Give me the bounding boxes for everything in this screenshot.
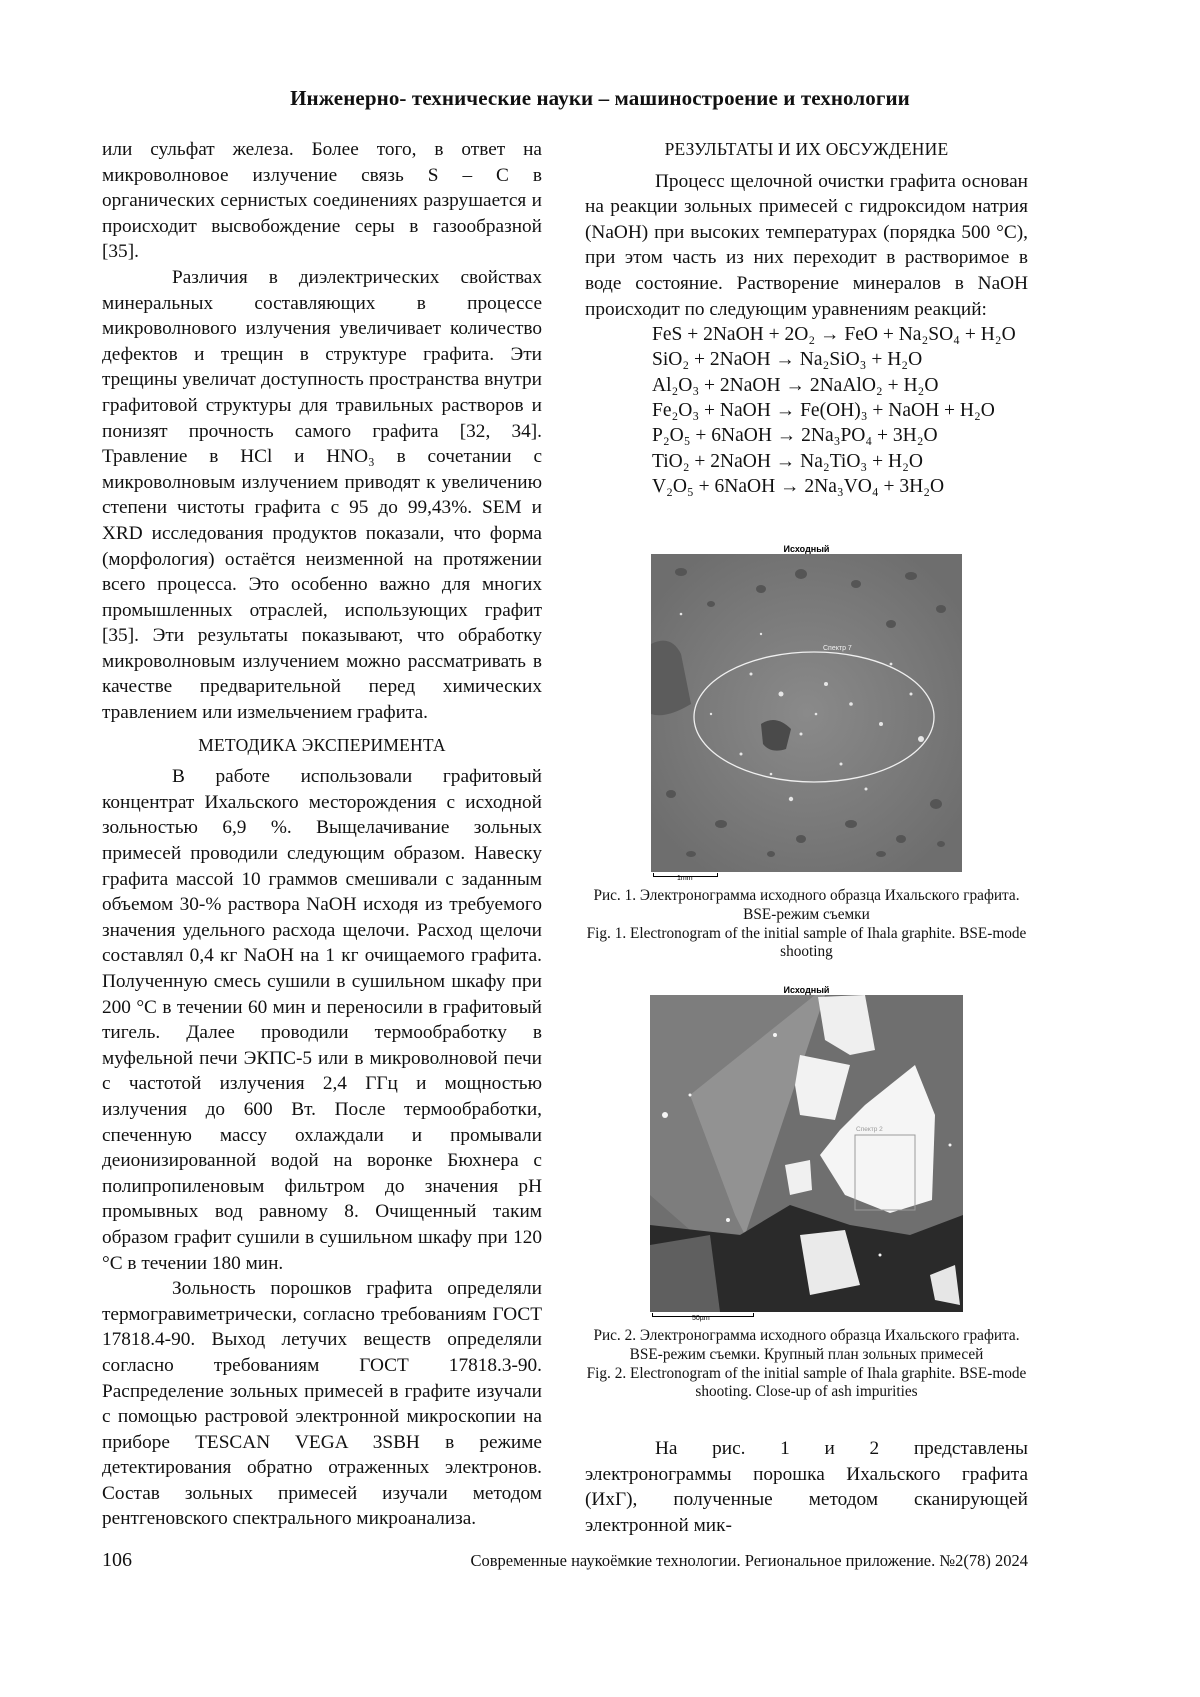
figure-1 (585, 544, 1028, 962)
sem-micrograph-2 (650, 995, 963, 1312)
figure-image-label: Исходный (783, 985, 830, 995)
left-column (102, 137, 542, 1532)
paragraph: На рис. 1 и 2 представлены электронограммы порошка Ихальского графита (ИхГ), полученные методом сканирующей электронной мик- (585, 1438, 1028, 1536)
section-heading-methods: МЕТОДИКА ЭКСПЕРИМЕНТА (198, 734, 446, 755)
equation: Al₂O₃ + 2NaOH → 2NaAlO₂ + H₂O (652, 374, 939, 396)
scale-bar: 1mm (651, 872, 962, 884)
paragraph: Различия в диэлектрических свойствах минеральных составляющих в процессе микроволнового излучения увеличивает количество дефектов и трещин в структуре графита. Эти трещины увеличат доступность пространства внутри графитовой структуры для травильных растворов и понизят прочность самого графита [32, 34]. Травление в HCl и HNO₃ в сочетании с микроволновым излучением приводят к увеличению степени чистоты графита с 95 до 99,43%. SEM и XRD исследования продуктов показали, что форма (морфология) остаётся неизменной на протяжении всего процесса. Это особенно важно для многих промышленных отраслей, использующих графит [35]. Эти результаты показывают, что обработку микроволновым излучением можно рассматривать в качестве предварительной перед химических травлением или измельчением графита. (102, 266, 542, 724)
figure-caption-en: Fig. 2. Electronogram of the initial sample of Ihala graphite. BSE-mode shooting. Close-up of ash impurities (586, 1364, 1027, 1401)
right-column-continuation (585, 1436, 1028, 1538)
paragraph: или сульфат железа. Более того, в ответ на микроволновое излучение связь S – C в органических сернистых соединениях разрушается и происходит высвобождение серы в газообразной [35]. (102, 139, 542, 263)
equation: TiO₂ + 2NaOH → Na₂TiO₃ + H₂O (652, 450, 923, 472)
equation: P₂O₅ + 6NaOH → 2Na₃PO₄ + 3H₂O (652, 425, 938, 447)
scale-bar: 50µm (650, 1312, 963, 1324)
figure-2 (585, 985, 1028, 1402)
figure-caption-ru: Рис. 1. Электронограмма исходного образца Ихальского графита. BSE-режим съемки (593, 887, 1020, 923)
region-label: Спектр 7 (823, 645, 852, 652)
page-number: 106 (102, 1549, 132, 1571)
paragraph: Зольность порошков графита определяли термогравиметрически, согласно требованиям ГОСТ 17818.4-90. Выход летучих веществ определяли согласно требованиям ГОСТ 17818.3-90. Распределение зольных примесей в графите изучали с помощью растровой электронной микроскопии на приборе TESCAN VEGA 3SBH в режиме детектирования обратно отраженных электронов. Состав зольных примесей изучали методом рентгеновского спектрального микроанализа. (102, 1278, 542, 1530)
journal-title: Современные наукоёмкие технологии. Региональное приложение. №2(78) 2024 (470, 1551, 1028, 1570)
paragraph: В работе использовали графитовый концентрат Ихальского месторождения с исходной зольностью 6,9 %. Выщелачивание зольных примесей проводили следующим образом. Навеску графита массой 10 граммов смешивали с заданным объемом 30-% раствора NaOH исходя из требуемого значения удельного расхода щелочи. Расход щелочи составлял 0,4 кг NaOH на 1 кг очищаемого графита. Полученную смесь сушили в сушильном шкафу при 200 °C в течении 60 мин и переносили в графитовый тигель. Далее проводили термообработку в муфельной печи ЭКПС-5 или в микроволновой печи с частотой излучения 2,4 ГГц и мощностью излучения до 600 Вт. После термообработки, спеченную массу охлаждали и промывали деионизированной водой на воронке Бюхнера с полипропиленовым фильтром до значения pH промывных вод равному 8. Очищенный таким образом графит сушили в сушильном шкафу при 120 °C в течении 180 мин. (102, 766, 542, 1274)
equation: Fe₂O₃ + NaOH → Fe(OH)₃ + NaOH + H₂O (652, 400, 995, 422)
sem-micrograph-1 (651, 554, 962, 872)
equation: SiO₂ + 2NaOH → Na₂SiO₃ + H₂O (652, 349, 923, 371)
reaction-equations (652, 322, 1028, 499)
right-column (585, 137, 1028, 499)
figure-caption-ru: Рис. 2. Электронограмма исходного образца Ихальского графита. BSE-режим съемки. Крупный план зольных примесей (593, 1327, 1020, 1363)
equation: FeS + 2NaOH + 2O₂ → FeO + Na₂SO₄ + H₂O (652, 324, 1016, 346)
figure-caption-en: Fig. 1. Electronogram of the initial sample of Ihala graphite. BSE-mode shooting (586, 924, 1027, 961)
paragraph: Процесс щелочной очистки графита основан на реакции зольных примесей с гидроксидом натрия (NaOH) при высоких температурах (порядка 500 °C), при этом часть из них переходит в растворимое в воде состояние. Растворение минералов в NaOH происходит по следующим уравнениям реакций: (585, 170, 1028, 320)
micrograph-image (650, 995, 963, 1312)
section-heading-results: РЕЗУЛЬТАТЫ И ИХ ОБСУЖДЕНИЕ (664, 139, 949, 159)
region-label: Спектр 2 (856, 1126, 883, 1133)
running-header: Инженерно- технические науки – машиностроение и технологии (290, 86, 910, 110)
figure-image-label: Исходный (783, 544, 830, 554)
micrograph-image (651, 554, 962, 872)
equation: V₂O₅ + 6NaOH → 2Na₃VO₄ + 3H₂O (652, 475, 945, 497)
